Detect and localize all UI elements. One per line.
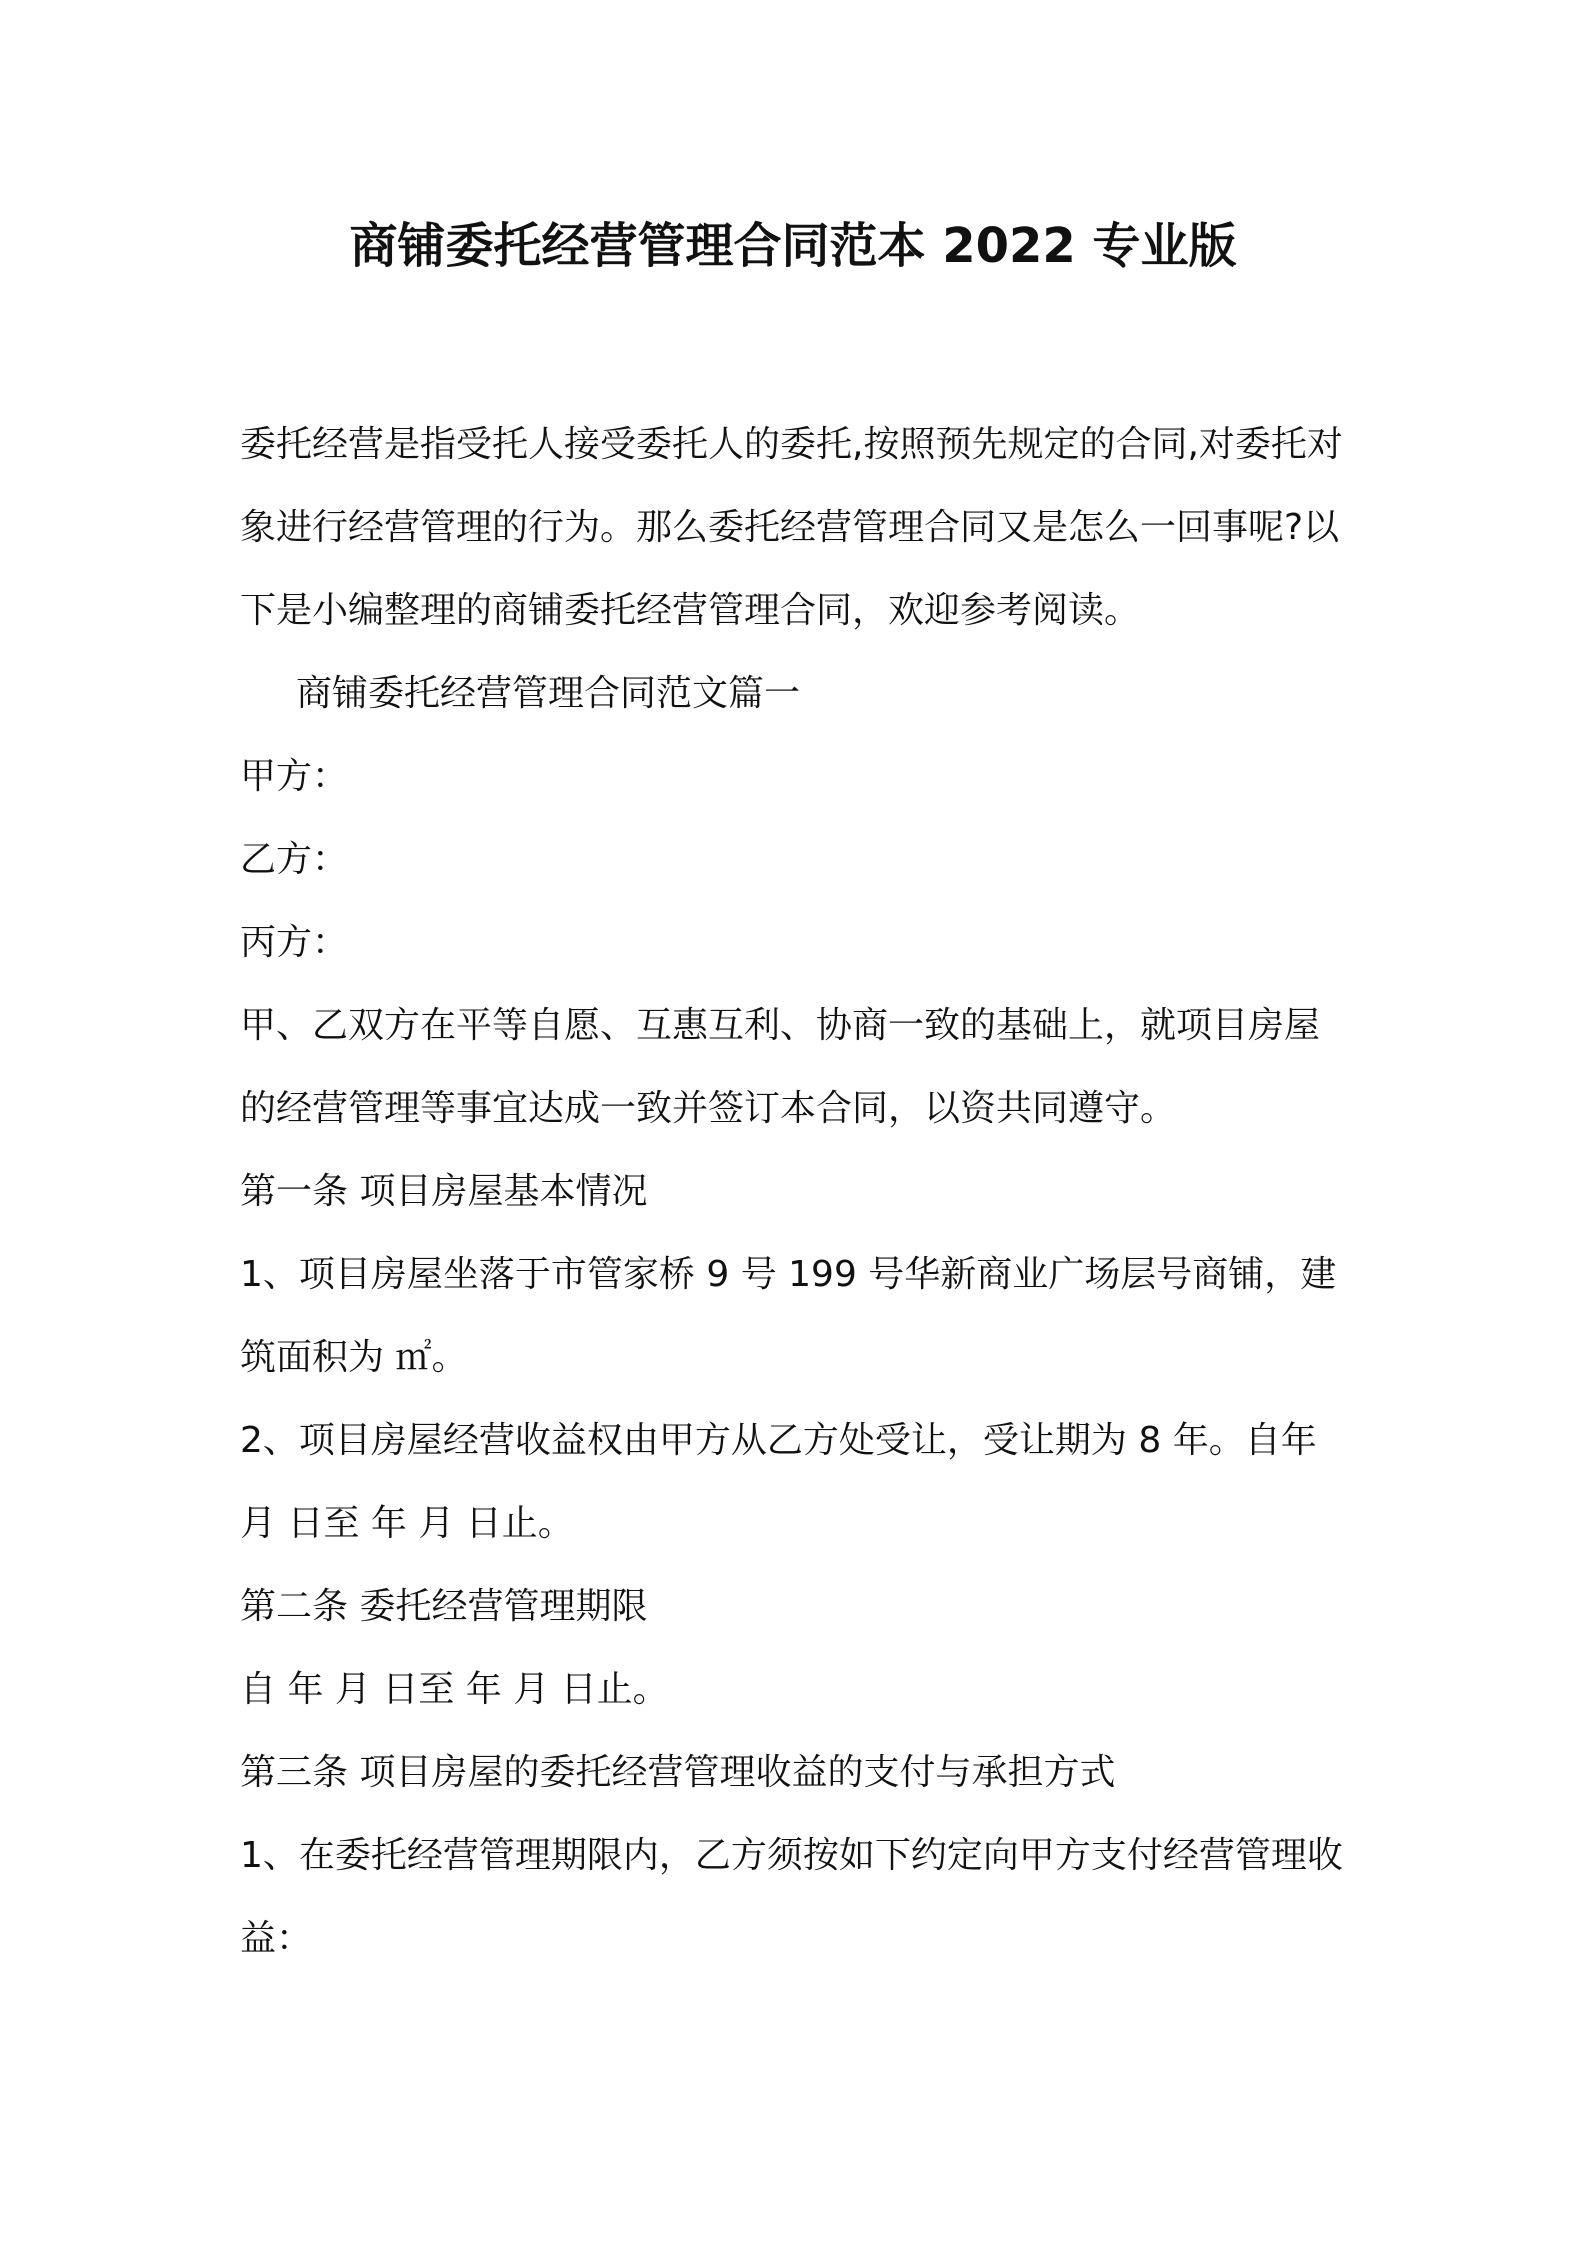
agreement-preamble: 甲、乙双方在平等自愿、互惠互利、协商一致的基础上，就项目房屋的经营管理等事宜达成一致并签订本合同，以资共同遵守。	[240, 1005, 1321, 1129]
document-title: 商铺委托经营管理合同范本 2022 专业版	[349, 218, 1237, 274]
party-a-line: 甲方：	[240, 756, 349, 797]
article-1-heading: 第一条 项目房屋基本情况	[240, 1171, 648, 1212]
article-3-clause-1: 1、在委托经营管理期限内，乙方须按如下约定向甲方支付经营管理收益：	[240, 1835, 1343, 1959]
party-b-line: 乙方：	[240, 839, 349, 880]
section-heading-template-1: 商铺委托经营管理合同范文篇一	[296, 673, 801, 714]
article-3-heading: 第三条 项目房屋的委托经营管理收益的支付与承担方式	[240, 1752, 1116, 1793]
document-body	[240, 403, 1352, 1980]
party-c-line: 丙方：	[240, 922, 349, 963]
article-1-clause-1: 1、项目房屋坐落于市管家桥 9 号 199 号华新商业广场层号商铺，建筑面积为 ㎡。	[240, 1254, 1337, 1378]
article-2-heading: 第二条 委托经营管理期限	[240, 1586, 648, 1627]
intro-paragraph: 委托经营是指受托人接受委托人的委托,按照预先规定的合同,对委托对象进行经营管理的行为。那么委托经营管理合同又是怎么一回事呢?以下是小编整理的商铺委托经营管理合同，欢迎参考阅读。	[240, 424, 1343, 631]
article-2-term: 自 年 月 日至 年 月 日止。	[240, 1669, 669, 1710]
article-1-clause-2: 2、项目房屋经营收益权由甲方从乙方处受让，受让期为 8 年。自年月 日至 年 月 日止。	[240, 1420, 1317, 1544]
